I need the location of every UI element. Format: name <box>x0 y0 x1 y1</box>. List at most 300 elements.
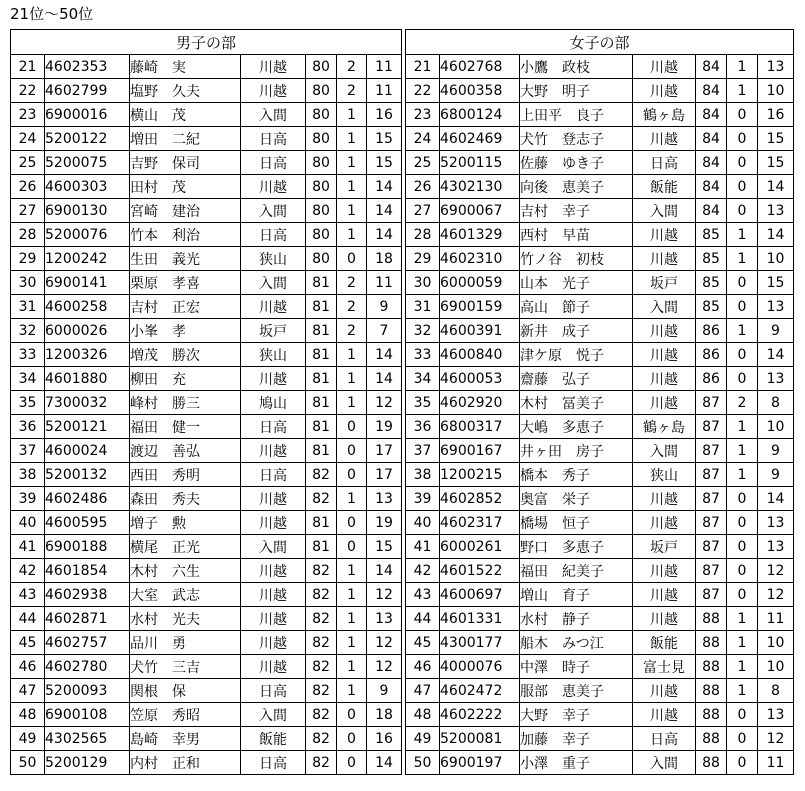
name-cell: 竹本 利治 <box>130 223 241 247</box>
member-id-cell: 4302565 <box>45 727 130 751</box>
sub-score-cell: 0 <box>727 295 758 319</box>
name-cell: 増山 育子 <box>520 583 633 607</box>
club-cell: 川越 <box>241 79 306 103</box>
member-id-cell: 6900016 <box>45 103 130 127</box>
table-row <box>11 79 402 103</box>
name-cell: 犬竹 登志子 <box>520 127 633 151</box>
name-cell: 船木 みつ江 <box>520 631 633 655</box>
name-cell: 津ケ原 悦子 <box>520 343 633 367</box>
count-cell: 19 <box>367 415 402 439</box>
count-cell: 7 <box>367 319 402 343</box>
table-row <box>11 655 402 679</box>
member-id-cell: 4600391 <box>440 319 520 343</box>
club-cell: 坂戸 <box>633 535 696 559</box>
count-cell: 10 <box>758 655 794 679</box>
sub-score-cell: 0 <box>727 487 758 511</box>
sub-score-cell: 0 <box>337 751 367 775</box>
sub-score-cell: 2 <box>337 295 367 319</box>
score-cell: 81 <box>306 511 337 535</box>
score-cell: 81 <box>306 343 337 367</box>
count-cell: 14 <box>758 343 794 367</box>
member-id-cell: 4602469 <box>440 127 520 151</box>
club-cell: 入間 <box>633 751 696 775</box>
member-id-cell: 5200132 <box>45 463 130 487</box>
club-cell: 飯能 <box>633 631 696 655</box>
club-cell: 川越 <box>633 679 696 703</box>
member-id-cell: 5200093 <box>45 679 130 703</box>
rank-cell: 41 <box>406 535 440 559</box>
club-cell: 川越 <box>633 703 696 727</box>
table-row <box>11 295 402 319</box>
name-cell: 吉村 幸子 <box>520 199 633 223</box>
club-cell: 川越 <box>241 439 306 463</box>
score-cell: 82 <box>306 607 337 631</box>
club-cell: 鳩山 <box>241 391 306 415</box>
member-id-cell: 4600258 <box>45 295 130 319</box>
score-cell: 87 <box>696 511 727 535</box>
count-cell: 8 <box>758 391 794 415</box>
score-cell: 84 <box>696 127 727 151</box>
table-row <box>11 727 402 751</box>
sub-score-cell: 0 <box>727 583 758 607</box>
score-cell: 88 <box>696 607 727 631</box>
page-title: 21位〜50位 <box>10 5 94 23</box>
member-id-cell: 4602768 <box>440 55 520 79</box>
rank-cell: 39 <box>406 487 440 511</box>
sub-score-cell: 1 <box>337 631 367 655</box>
score-cell: 88 <box>696 679 727 703</box>
club-cell: 鶴ヶ島 <box>633 415 696 439</box>
score-cell: 80 <box>306 247 337 271</box>
rank-cell: 34 <box>406 367 440 391</box>
name-cell: 齋藤 弘子 <box>520 367 633 391</box>
name-cell: 増茂 勝次 <box>130 343 241 367</box>
name-cell: 福田 健一 <box>130 415 241 439</box>
score-cell: 84 <box>696 151 727 175</box>
table-row <box>11 199 402 223</box>
sub-score-cell: 1 <box>727 247 758 271</box>
club-cell: 川越 <box>241 295 306 319</box>
score-cell: 82 <box>306 631 337 655</box>
count-cell: 10 <box>758 247 794 271</box>
count-cell: 14 <box>758 175 794 199</box>
table-row <box>406 319 794 343</box>
sub-score-cell: 1 <box>727 55 758 79</box>
member-id-cell: 5200121 <box>45 415 130 439</box>
name-cell: 小鷹 政枝 <box>520 55 633 79</box>
score-cell: 80 <box>306 151 337 175</box>
score-cell: 82 <box>306 703 337 727</box>
count-cell: 15 <box>758 271 794 295</box>
name-cell: 橋場 恒子 <box>520 511 633 535</box>
name-cell: 佐藤 ゆき子 <box>520 151 633 175</box>
table-row <box>11 751 402 775</box>
rank-cell: 28 <box>406 223 440 247</box>
name-cell: 新井 成子 <box>520 319 633 343</box>
count-cell: 15 <box>758 127 794 151</box>
member-id-cell: 5200081 <box>440 727 520 751</box>
table-row <box>406 175 794 199</box>
member-id-cell: 6000261 <box>440 535 520 559</box>
member-id-cell: 6900159 <box>440 295 520 319</box>
club-cell: 日高 <box>241 679 306 703</box>
rank-cell: 24 <box>11 127 45 151</box>
score-cell: 82 <box>306 679 337 703</box>
sub-score-cell: 1 <box>337 151 367 175</box>
member-id-cell: 4600303 <box>45 175 130 199</box>
score-cell: 82 <box>306 751 337 775</box>
name-cell: 橋本 秀子 <box>520 463 633 487</box>
sub-score-cell: 1 <box>727 439 758 463</box>
count-cell: 11 <box>758 607 794 631</box>
table-row <box>406 463 794 487</box>
count-cell: 13 <box>758 367 794 391</box>
table-row <box>406 679 794 703</box>
name-cell: 吉野 保司 <box>130 151 241 175</box>
name-cell: 柳田 充 <box>130 367 241 391</box>
name-cell: 中澤 時子 <box>520 655 633 679</box>
rank-cell: 43 <box>406 583 440 607</box>
club-cell: 川越 <box>633 247 696 271</box>
club-cell: 川越 <box>241 175 306 199</box>
score-cell: 86 <box>696 343 727 367</box>
score-cell: 80 <box>306 199 337 223</box>
club-cell: 川越 <box>633 391 696 415</box>
count-cell: 18 <box>367 703 402 727</box>
sub-score-cell: 0 <box>337 415 367 439</box>
count-cell: 9 <box>367 295 402 319</box>
sub-score-cell: 1 <box>337 559 367 583</box>
member-id-cell: 6800317 <box>440 415 520 439</box>
club-cell: 入間 <box>241 199 306 223</box>
rank-cell: 26 <box>406 175 440 199</box>
rank-cell: 42 <box>406 559 440 583</box>
name-cell: 木村 冨美子 <box>520 391 633 415</box>
table-row <box>406 631 794 655</box>
name-cell: 横山 茂 <box>130 103 241 127</box>
member-id-cell: 6900141 <box>45 271 130 295</box>
score-cell: 87 <box>696 535 727 559</box>
rank-cell: 30 <box>406 271 440 295</box>
count-cell: 12 <box>367 631 402 655</box>
rank-cell: 35 <box>11 391 45 415</box>
count-cell: 14 <box>367 223 402 247</box>
name-cell: 加藤 幸子 <box>520 727 633 751</box>
club-cell: 川越 <box>241 487 306 511</box>
score-cell: 82 <box>306 583 337 607</box>
member-id-cell: 4601880 <box>45 367 130 391</box>
rank-cell: 39 <box>11 487 45 511</box>
table-row <box>406 127 794 151</box>
name-cell: 奥富 栄子 <box>520 487 633 511</box>
sub-score-cell: 0 <box>337 727 367 751</box>
rank-cell: 27 <box>406 199 440 223</box>
count-cell: 10 <box>758 79 794 103</box>
member-id-cell: 5200075 <box>45 151 130 175</box>
club-cell: 狭山 <box>633 463 696 487</box>
count-cell: 17 <box>367 439 402 463</box>
sub-score-cell: 1 <box>337 607 367 631</box>
member-id-cell: 6900188 <box>45 535 130 559</box>
member-id-cell: 5200129 <box>45 751 130 775</box>
score-cell: 84 <box>696 199 727 223</box>
rank-cell: 38 <box>11 463 45 487</box>
club-cell: 入間 <box>241 271 306 295</box>
score-cell: 87 <box>696 559 727 583</box>
club-cell: 坂戸 <box>241 319 306 343</box>
score-cell: 85 <box>696 271 727 295</box>
club-cell: 入間 <box>633 199 696 223</box>
count-cell: 13 <box>758 295 794 319</box>
name-cell: 井ヶ田 房子 <box>520 439 633 463</box>
table-row <box>11 463 402 487</box>
rank-cell: 46 <box>11 655 45 679</box>
count-cell: 14 <box>367 559 402 583</box>
club-cell: 川越 <box>633 367 696 391</box>
score-cell: 87 <box>696 415 727 439</box>
count-cell: 19 <box>367 511 402 535</box>
member-id-cell: 1200242 <box>45 247 130 271</box>
rank-cell: 48 <box>406 703 440 727</box>
club-cell: 川越 <box>241 655 306 679</box>
score-cell: 81 <box>306 535 337 559</box>
score-cell: 80 <box>306 127 337 151</box>
member-id-cell: 4602353 <box>45 55 130 79</box>
table-row <box>11 55 402 79</box>
club-cell: 狭山 <box>241 247 306 271</box>
sub-score-cell: 0 <box>727 511 758 535</box>
sub-score-cell: 1 <box>727 463 758 487</box>
score-cell: 88 <box>696 703 727 727</box>
rank-cell: 37 <box>11 439 45 463</box>
member-id-cell: 4300177 <box>440 631 520 655</box>
table-row <box>406 487 794 511</box>
rank-cell: 47 <box>406 679 440 703</box>
member-id-cell: 1200326 <box>45 343 130 367</box>
count-cell: 9 <box>758 319 794 343</box>
member-id-cell: 4602920 <box>440 391 520 415</box>
table-row <box>11 703 402 727</box>
rank-cell: 32 <box>406 319 440 343</box>
member-id-cell: 4602852 <box>440 487 520 511</box>
score-cell: 87 <box>696 583 727 607</box>
club-cell: 日高 <box>241 223 306 247</box>
count-cell: 9 <box>758 439 794 463</box>
sub-score-cell: 1 <box>337 343 367 367</box>
member-id-cell: 4602871 <box>45 607 130 631</box>
count-cell: 12 <box>758 583 794 607</box>
rank-cell: 43 <box>11 583 45 607</box>
count-cell: 11 <box>758 751 794 775</box>
score-cell: 81 <box>306 319 337 343</box>
count-cell: 8 <box>758 679 794 703</box>
member-id-cell: 4602799 <box>45 79 130 103</box>
club-cell: 入間 <box>633 439 696 463</box>
sub-score-cell: 0 <box>727 703 758 727</box>
table-row <box>11 631 402 655</box>
rank-cell: 42 <box>11 559 45 583</box>
rank-cell: 46 <box>406 655 440 679</box>
club-cell: 日高 <box>241 463 306 487</box>
club-cell: 日高 <box>633 727 696 751</box>
name-cell: 服部 恵美子 <box>520 679 633 703</box>
club-cell: 坂戸 <box>633 271 696 295</box>
table-row <box>406 751 794 775</box>
sub-score-cell: 2 <box>337 271 367 295</box>
table-row <box>406 247 794 271</box>
count-cell: 15 <box>367 127 402 151</box>
name-cell: 宮崎 建治 <box>130 199 241 223</box>
member-id-cell: 4602757 <box>45 631 130 655</box>
table-row <box>406 223 794 247</box>
table-row <box>406 439 794 463</box>
name-cell: 増田 二紀 <box>130 127 241 151</box>
name-cell: 山本 光子 <box>520 271 633 295</box>
sub-score-cell: 1 <box>337 391 367 415</box>
count-cell: 16 <box>367 103 402 127</box>
name-cell: 渡辺 善弘 <box>130 439 241 463</box>
score-cell: 80 <box>306 175 337 199</box>
table-row <box>11 583 402 607</box>
table-row <box>406 559 794 583</box>
rank-cell: 37 <box>406 439 440 463</box>
score-cell: 80 <box>306 79 337 103</box>
score-cell: 80 <box>306 223 337 247</box>
name-cell: 高山 節子 <box>520 295 633 319</box>
club-cell: 川越 <box>633 127 696 151</box>
name-cell: 小峯 孝 <box>130 319 241 343</box>
club-cell: 川越 <box>633 511 696 535</box>
table-row <box>11 487 402 511</box>
count-cell: 9 <box>367 679 402 703</box>
club-cell: 狭山 <box>241 343 306 367</box>
sub-score-cell: 0 <box>727 199 758 223</box>
member-id-cell: 4600697 <box>440 583 520 607</box>
rank-cell: 49 <box>406 727 440 751</box>
sub-score-cell: 0 <box>337 247 367 271</box>
rank-cell: 33 <box>406 343 440 367</box>
rank-cell: 36 <box>406 415 440 439</box>
rank-cell: 44 <box>406 607 440 631</box>
name-cell: 塩野 久夫 <box>130 79 241 103</box>
rank-cell: 45 <box>406 631 440 655</box>
member-id-cell: 4302130 <box>440 175 520 199</box>
member-id-cell: 5200122 <box>45 127 130 151</box>
name-cell: 横尾 正光 <box>130 535 241 559</box>
club-cell: 川越 <box>633 55 696 79</box>
member-id-cell: 4602938 <box>45 583 130 607</box>
sub-score-cell: 1 <box>337 199 367 223</box>
table-row <box>11 559 402 583</box>
name-cell: 木村 六生 <box>130 559 241 583</box>
name-cell: 笠原 秀昭 <box>130 703 241 727</box>
sub-score-cell: 1 <box>337 655 367 679</box>
name-cell: 竹ノ谷 初枝 <box>520 247 633 271</box>
club-cell: 川越 <box>241 55 306 79</box>
rank-cell: 35 <box>406 391 440 415</box>
male-ranking-table <box>10 29 402 775</box>
score-cell: 84 <box>696 175 727 199</box>
member-id-cell: 6900108 <box>45 703 130 727</box>
member-id-cell: 6000026 <box>45 319 130 343</box>
score-cell: 81 <box>306 367 337 391</box>
table-row <box>11 367 402 391</box>
count-cell: 14 <box>758 487 794 511</box>
table-row <box>11 247 402 271</box>
sub-score-cell: 1 <box>337 679 367 703</box>
score-cell: 87 <box>696 439 727 463</box>
count-cell: 11 <box>367 79 402 103</box>
rank-cell: 30 <box>11 271 45 295</box>
table-row <box>406 583 794 607</box>
member-id-cell: 6900197 <box>440 751 520 775</box>
sub-score-cell: 1 <box>727 223 758 247</box>
rank-cell: 50 <box>406 751 440 775</box>
count-cell: 13 <box>758 535 794 559</box>
rank-cell: 27 <box>11 199 45 223</box>
table-row <box>11 511 402 535</box>
score-cell: 82 <box>306 727 337 751</box>
count-cell: 14 <box>367 343 402 367</box>
sub-score-cell: 1 <box>337 175 367 199</box>
rank-cell: 21 <box>11 55 45 79</box>
score-cell: 86 <box>696 367 727 391</box>
club-cell: 川越 <box>241 511 306 535</box>
name-cell: 小澤 重子 <box>520 751 633 775</box>
name-cell: 水村 静子 <box>520 607 633 631</box>
count-cell: 13 <box>367 607 402 631</box>
sub-score-cell: 1 <box>337 583 367 607</box>
name-cell: 栗原 孝喜 <box>130 271 241 295</box>
sub-score-cell: 0 <box>727 271 758 295</box>
table-row <box>11 607 402 631</box>
rank-cell: 38 <box>406 463 440 487</box>
member-id-cell: 6900167 <box>440 439 520 463</box>
table-row <box>11 103 402 127</box>
table-row <box>11 343 402 367</box>
score-cell: 87 <box>696 391 727 415</box>
table-row <box>406 655 794 679</box>
table-row <box>406 535 794 559</box>
member-id-cell: 4601854 <box>45 559 130 583</box>
count-cell: 12 <box>758 727 794 751</box>
name-cell: 水村 光夫 <box>130 607 241 631</box>
score-cell: 85 <box>696 223 727 247</box>
sub-score-cell: 0 <box>337 703 367 727</box>
table-row <box>11 151 402 175</box>
name-cell: 増子 勲 <box>130 511 241 535</box>
name-cell: 吉村 正宏 <box>130 295 241 319</box>
table-row <box>11 175 402 199</box>
table-row <box>11 223 402 247</box>
score-cell: 88 <box>696 727 727 751</box>
count-cell: 17 <box>367 463 402 487</box>
name-cell: 向後 恵美子 <box>520 175 633 199</box>
member-id-cell: 6800124 <box>440 103 520 127</box>
sub-score-cell: 0 <box>727 343 758 367</box>
club-cell: 川越 <box>241 607 306 631</box>
member-id-cell: 4602472 <box>440 679 520 703</box>
rank-cell: 29 <box>406 247 440 271</box>
rank-cell: 49 <box>11 727 45 751</box>
sub-score-cell: 0 <box>727 751 758 775</box>
sub-score-cell: 1 <box>727 319 758 343</box>
rank-cell: 33 <box>11 343 45 367</box>
name-cell: 野口 多恵子 <box>520 535 633 559</box>
score-cell: 81 <box>306 415 337 439</box>
name-cell: 上田平 良子 <box>520 103 633 127</box>
sub-score-cell: 0 <box>727 559 758 583</box>
